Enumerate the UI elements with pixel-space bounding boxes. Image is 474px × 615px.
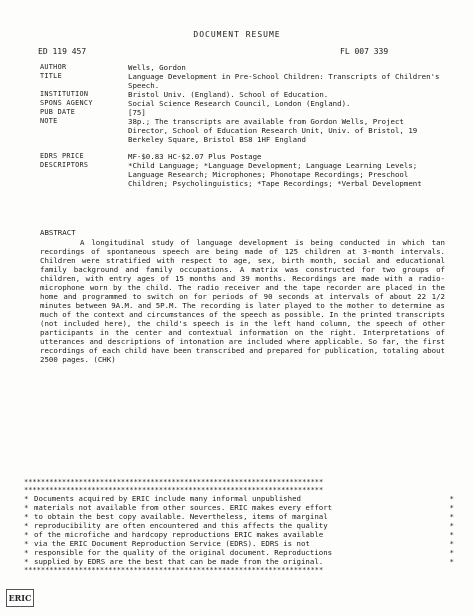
field-author	[40, 63, 460, 72]
notice-border-bottom: ***********************************************************************	[24, 566, 324, 574]
bibliographic-fields	[40, 63, 460, 188]
notice-line-text: via the ERIC Document Reproduction Service (EDRS). EDRS is not	[34, 539, 310, 548]
abstract-text: A longitudinal study of language development is being conducted in which tan recordings of spontaneous speech are being made of 125 children at 3-month intervals. Children were stratified with respect to age, sex, birth month, social and educational family background and family occupations. A matrix was constructed for two groups of children, with entry ages of 15 months and 39 months. Recordings are made with a radio-microphone worn by the child. The radio receiver and the tape recorder are placed in the home and programmed to switch on for periods of 90 seconds at intervals of about 22 1/2 minutes between 9A.M. and 5P.M. The recording is later played to the mother to determine as much of the context and circumstances of the speech as possible. In the printed transcripts (not included here), the child's speech is in the left hand column, the speech of other participants in the center and contextual information on the right. Interpretations of utterances and descriptions of intonation are included where applicable. So far, the first recordings of each child have been transcribed and prepared for publication, totaling about 2500 pages. (CHK)	[40, 238, 445, 364]
notice-line	[24, 512, 454, 521]
field-note	[40, 117, 460, 144]
field-label: PUB DATE	[40, 108, 76, 116]
notice-line	[24, 503, 454, 512]
notice-line-text: to obtain the best copy available. Nevertheless, items of marginal	[34, 512, 328, 521]
field-value: 38p.; The transcripts are available from Gordon Wells, Project Director, School of Education Research Unit, Univ. of Bristol, 19 Berkeley Square, Bristol BS8 1HF England	[128, 117, 418, 144]
notice-star: *	[449, 494, 454, 503]
field-edrs-price	[40, 152, 460, 161]
field-label: EDRS PRICE	[40, 152, 84, 160]
field-value: *Child Language; *Language Development; Language Learning Levels; Language Research; Microphones; Phonotape Recordings; Preschool Children; Psycholinguistics; *Tape Recordings; *Verbal Development	[128, 161, 422, 188]
notice-star: *	[449, 548, 454, 557]
notice-line-text: responsible for the quality of the original document. Reproductions	[34, 548, 333, 557]
document-title: DOCUMENT RESUME	[193, 30, 281, 39]
notice-star: *	[24, 557, 29, 566]
notice-line	[24, 548, 454, 557]
field-label: NOTE	[40, 117, 58, 125]
notice-star: *	[449, 503, 454, 512]
eric-notice	[24, 478, 454, 574]
field-value: [75]	[128, 108, 146, 117]
notice-star: *	[24, 494, 29, 503]
field-label: TITLE	[40, 72, 62, 80]
eric-logo: ERIC	[6, 589, 34, 607]
notice-line-text: of the microfiche and hardcopy reproductions ERIC makes available	[34, 530, 324, 539]
field-title	[40, 72, 460, 90]
notice-border-top: ***********************************************************************	[24, 478, 324, 486]
field-spons-agency	[40, 99, 460, 108]
field-value: Language Development in Pre-School Children: Transcripts of Children's Speech.	[128, 72, 440, 90]
notice-star: *	[449, 530, 454, 539]
notice-star: *	[449, 512, 454, 521]
notice-line	[24, 494, 454, 503]
field-value: Wells, Gordon	[128, 63, 186, 72]
notice-star: *	[24, 512, 29, 521]
spacer	[40, 144, 460, 152]
notice-line	[24, 539, 454, 548]
notice-star: *	[449, 521, 454, 530]
notice-star: *	[24, 530, 29, 539]
field-label: AUTHOR	[40, 63, 67, 71]
field-label: SPONS AGENCY	[40, 99, 93, 107]
field-descriptors	[40, 161, 460, 188]
notice-line	[24, 521, 454, 530]
ed-number: ED 119 457	[38, 47, 87, 56]
field-label: INSTITUTION	[40, 90, 89, 98]
notice-star: *	[24, 539, 29, 548]
notice-star: *	[24, 521, 29, 530]
notice-star: *	[449, 539, 454, 548]
notice-border-top-2: ***********************************************************************	[24, 486, 324, 494]
field-label: DESCRIPTORS	[40, 161, 89, 169]
field-value: Bristol Univ. (England). School of Education.	[128, 90, 329, 99]
notice-star: *	[24, 503, 29, 512]
notice-line-text: supplied by EDRS are the best that can be made from the original.	[34, 557, 324, 566]
field-value: Social Science Research Council, London (England).	[128, 99, 351, 108]
notice-star: *	[449, 557, 454, 566]
notice-line-text: materials not available from other sources. ERIC makes every effort	[34, 503, 333, 512]
notice-star: *	[24, 548, 29, 557]
field-value: MF-$0.83 HC-$2.07 Plus Postage	[128, 152, 262, 161]
notice-line-text: reproducibility are often encountered and this affects the quality	[34, 521, 328, 530]
fl-number: FL 007 339	[340, 47, 389, 56]
field-pub-date	[40, 108, 460, 117]
notice-line-text: Documents acquired by ERIC include many informal unpublished	[34, 494, 301, 503]
notice-line	[24, 530, 454, 539]
notice-line	[24, 557, 454, 566]
abstract-heading: ABSTRACT	[40, 228, 76, 237]
field-institution	[40, 90, 460, 99]
